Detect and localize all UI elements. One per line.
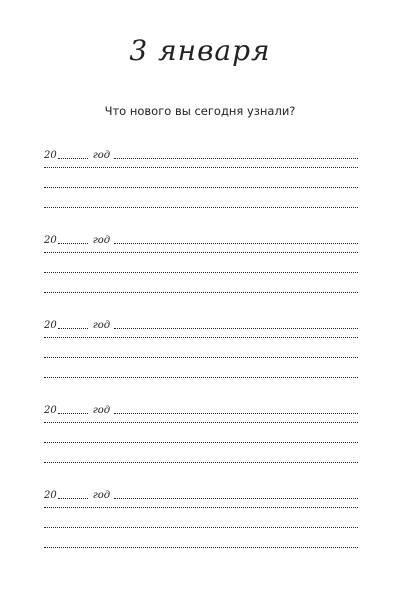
journal-entry <box>44 232 358 317</box>
writing-line[interactable] <box>44 167 358 168</box>
writing-line[interactable] <box>114 498 358 499</box>
journal-entry <box>44 317 358 402</box>
entry-header <box>44 232 358 246</box>
year-prefix: 20 <box>44 320 57 331</box>
journal-entry <box>44 147 358 232</box>
entry-header <box>44 487 358 501</box>
writing-line[interactable] <box>44 272 358 273</box>
entry-header <box>44 402 358 416</box>
writing-line[interactable] <box>44 357 358 358</box>
writing-line[interactable] <box>114 158 358 159</box>
year-blank[interactable] <box>58 158 88 159</box>
writing-line[interactable] <box>44 442 358 443</box>
writing-line[interactable] <box>44 507 358 508</box>
writing-line[interactable] <box>44 207 358 208</box>
entry-header <box>44 147 358 161</box>
writing-line[interactable] <box>114 328 358 329</box>
writing-line[interactable] <box>44 187 358 188</box>
year-word: год <box>92 150 111 161</box>
writing-line[interactable] <box>114 413 358 414</box>
page-subtitle: Что нового вы сегодня узнали? <box>104 104 296 118</box>
writing-line[interactable] <box>114 243 358 244</box>
year-prefix: 20 <box>44 150 57 161</box>
writing-line[interactable] <box>44 527 358 528</box>
writing-line[interactable] <box>44 377 358 378</box>
writing-line[interactable] <box>44 462 358 463</box>
journal-entry <box>44 487 358 572</box>
year-word: год <box>92 235 111 246</box>
page-title: 3 января <box>129 34 271 67</box>
journal-entries <box>44 147 358 572</box>
year-prefix: 20 <box>44 235 57 246</box>
writing-line[interactable] <box>44 292 358 293</box>
writing-line[interactable] <box>44 337 358 338</box>
writing-line[interactable] <box>44 422 358 423</box>
writing-line[interactable] <box>44 252 358 253</box>
year-word: год <box>92 405 111 416</box>
journal-entry <box>44 402 358 487</box>
year-prefix: 20 <box>44 405 57 416</box>
year-blank[interactable] <box>58 498 88 499</box>
entry-header <box>44 317 358 331</box>
year-word: год <box>92 490 111 501</box>
year-blank[interactable] <box>58 413 88 414</box>
year-prefix: 20 <box>44 490 57 501</box>
year-blank[interactable] <box>58 328 88 329</box>
writing-line[interactable] <box>44 547 358 548</box>
year-blank[interactable] <box>58 243 88 244</box>
year-word: год <box>92 320 111 331</box>
